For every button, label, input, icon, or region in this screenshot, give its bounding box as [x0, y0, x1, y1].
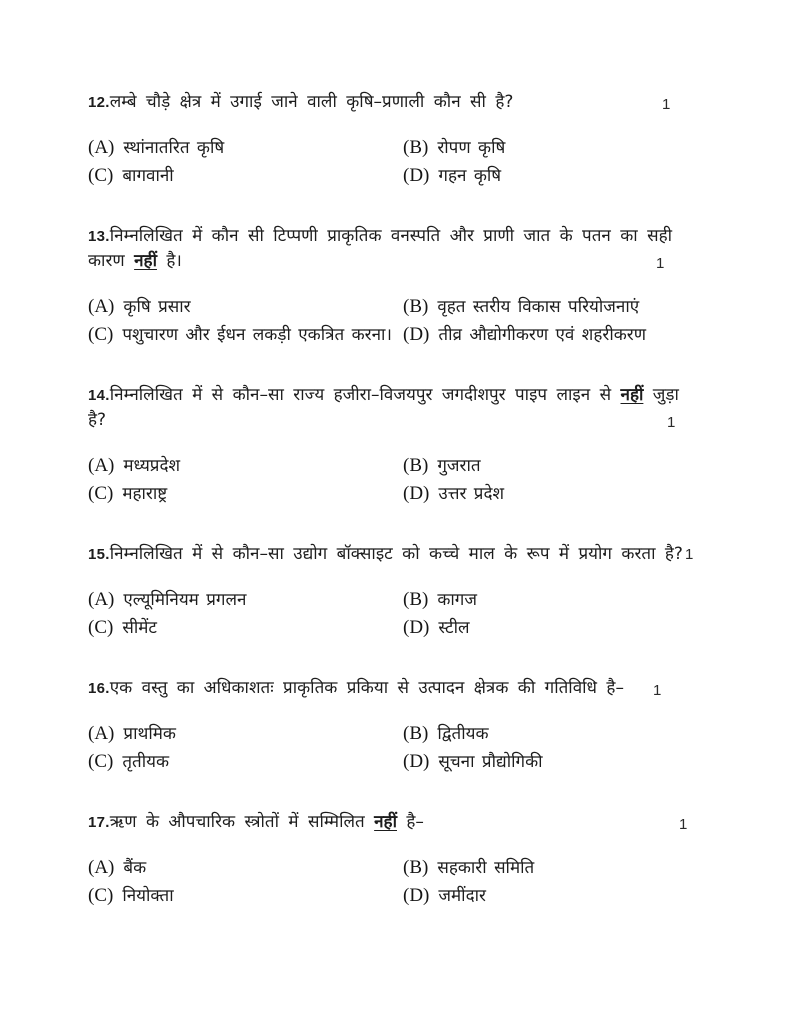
- option-17-B: [403, 855, 705, 881]
- option-text: गुजरात: [437, 456, 481, 476]
- option-label: (A): [88, 137, 115, 158]
- question-segment-text: निम्नलिखित में कौन सी टिप्पणी प्राकृतिक वनस्पति और प्राणी जात के पतन का सही: [109, 226, 673, 246]
- option-text: बैंक: [123, 858, 147, 878]
- question-segment-text: एक वस्तु का अधिकाशतः प्राकृतिक प्रकिया से उत्पादन क्षेत्रक की गतिविधि है–: [109, 678, 624, 698]
- question-text: [88, 383, 705, 433]
- question-segment-text: है?: [88, 410, 107, 430]
- option-text: बागवानी: [122, 166, 174, 186]
- option-label: (D): [403, 165, 430, 186]
- option-15-A: [88, 587, 403, 613]
- question-segment-text: है–: [397, 812, 424, 832]
- option-16-A: [88, 721, 403, 747]
- option-16-B: [403, 721, 705, 747]
- option-13-D: [403, 322, 705, 348]
- question-15-line-1: [88, 542, 705, 567]
- option-text: वृहत स्तरीय विकास परियोजनाएं: [437, 297, 640, 317]
- question-13-line-2: [88, 249, 705, 274]
- option-text: तीव्र औद्योगीकरण एवं शहरीकरण: [438, 325, 647, 345]
- option-text: जमींदार: [438, 886, 486, 906]
- question-16-line-1: [88, 676, 705, 701]
- option-14-B: [403, 453, 705, 479]
- question-15: [88, 542, 705, 641]
- option-text: द्वितीयक: [437, 724, 489, 744]
- option-text: गहन कृषि: [438, 166, 502, 186]
- marks-value: 1: [679, 816, 688, 833]
- question-text: [88, 224, 705, 274]
- option-text: तृतीयक: [122, 752, 170, 772]
- option-text: मध्यप्रदेश: [123, 456, 181, 476]
- option-14-D: [403, 481, 705, 507]
- option-17-C: [88, 883, 403, 909]
- question-emphasis-text: नहीं: [374, 812, 397, 832]
- option-14-A: [88, 453, 403, 479]
- option-label: (A): [88, 296, 115, 317]
- question-number: 12.: [88, 94, 110, 111]
- marks-value: 1: [667, 414, 676, 431]
- option-17-A: [88, 855, 403, 881]
- option-label: (A): [88, 857, 115, 878]
- marks-value: 1: [684, 546, 694, 563]
- option-17-D: [403, 883, 705, 909]
- option-label: (B): [403, 589, 429, 610]
- option-label: (D): [403, 324, 430, 345]
- option-13-C: [88, 322, 403, 348]
- option-label: (B): [403, 455, 429, 476]
- option-text: स्थांनातरित कृषि: [123, 138, 225, 158]
- option-label: (B): [403, 857, 429, 878]
- question-segment-text: ऋण के औपचारिक स्त्रोतों में सम्मिलित: [109, 812, 375, 832]
- question-segment-text: जुड़ा: [643, 385, 679, 405]
- question-number: 15.: [88, 546, 110, 563]
- option-text: उत्तर प्रदेश: [438, 484, 505, 504]
- question-text: [88, 90, 705, 115]
- option-text: एल्यूमिनियम प्रगलन: [123, 590, 247, 610]
- option-label: (C): [88, 324, 114, 345]
- question-14-line-1: [88, 383, 705, 408]
- question-text: [88, 676, 705, 701]
- option-12-C: [88, 163, 403, 189]
- option-label: (D): [403, 483, 430, 504]
- question-17-line-1: [88, 810, 705, 835]
- option-text: रोपण कृषि: [437, 138, 506, 158]
- option-text: नियोक्ता: [122, 886, 174, 906]
- question-13-line-1: [88, 224, 705, 249]
- marks-value: 1: [662, 96, 671, 113]
- option-text: सीमेंट: [122, 618, 157, 638]
- option-text: सूचना प्रौद्योगिकी: [438, 752, 543, 772]
- option-label: (D): [403, 751, 430, 772]
- question-16: [88, 676, 705, 775]
- option-label: (A): [88, 455, 115, 476]
- option-12-D: [403, 163, 705, 189]
- option-text: स्टील: [438, 618, 470, 638]
- option-label: (C): [88, 617, 114, 638]
- option-15-B: [403, 587, 705, 613]
- question-number: 16.: [88, 680, 110, 697]
- option-label: (D): [403, 885, 430, 906]
- option-label: (C): [88, 165, 114, 186]
- option-label: (A): [88, 723, 115, 744]
- question-text: [88, 542, 705, 567]
- option-text: पशुचारण और ईधन लकड़ी एकत्रित करना।: [122, 325, 392, 345]
- question-segment-text: कारण: [88, 251, 135, 271]
- question-13-options: [88, 294, 705, 348]
- marks-value: 1: [653, 682, 662, 699]
- question-17: [88, 810, 705, 909]
- question-number: 14.: [88, 387, 110, 404]
- option-13-B: [403, 294, 705, 320]
- question-14-options: [88, 453, 705, 507]
- option-label: (C): [88, 751, 114, 772]
- question-16-options: [88, 721, 705, 775]
- option-text: सहकारी समिति: [437, 858, 535, 878]
- question-12: [88, 90, 705, 189]
- option-12-A: [88, 135, 403, 161]
- question-number: 17.: [88, 814, 110, 831]
- option-16-D: [403, 749, 705, 775]
- question-segment-text: निम्नलिखित में से कौन–सा उद्योग बॉक्साइट को कच्चे माल के रूप में प्रयोग करता है?: [109, 544, 683, 564]
- question-13: [88, 224, 705, 348]
- question-emphasis-text: नहीं: [134, 251, 157, 271]
- question-17-options: [88, 855, 705, 909]
- marks-value: 1: [656, 255, 665, 272]
- option-15-C: [88, 615, 403, 641]
- option-label: (D): [403, 617, 430, 638]
- question-14-line-2: [88, 408, 705, 433]
- option-16-C: [88, 749, 403, 775]
- question-segment-text: लम्बे चौड़े क्षेत्र में उगाई जाने वाली कृषि–प्रणाली कौन सी है?: [109, 92, 514, 112]
- option-label: (B): [403, 723, 429, 744]
- question-14: [88, 383, 705, 507]
- question-segment-text: है।: [156, 251, 182, 271]
- question-segment-text: निम्नलिखित में से कौन–सा राज्य हजीरा–विजयपुर जगदीशपुर पाइप लाइन से: [109, 385, 621, 405]
- option-12-B: [403, 135, 705, 161]
- question-text: [88, 810, 705, 835]
- option-14-C: [88, 481, 403, 507]
- option-text: कागज: [437, 590, 477, 610]
- option-label: (C): [88, 483, 114, 504]
- option-text: महाराष्ट्र: [122, 484, 168, 504]
- question-12-line-1: [88, 90, 705, 115]
- option-text: प्राथमिक: [123, 724, 176, 744]
- question-emphasis-text: नहीं: [620, 385, 644, 405]
- option-15-D: [403, 615, 705, 641]
- option-label: (C): [88, 885, 114, 906]
- option-label: (A): [88, 589, 115, 610]
- question-12-options: [88, 135, 705, 189]
- option-text: कृषि प्रसार: [123, 297, 191, 317]
- question-number: 13.: [88, 228, 110, 245]
- option-13-A: [88, 294, 403, 320]
- option-label: (B): [403, 137, 429, 158]
- option-label: (B): [403, 296, 429, 317]
- question-15-options: [88, 587, 705, 641]
